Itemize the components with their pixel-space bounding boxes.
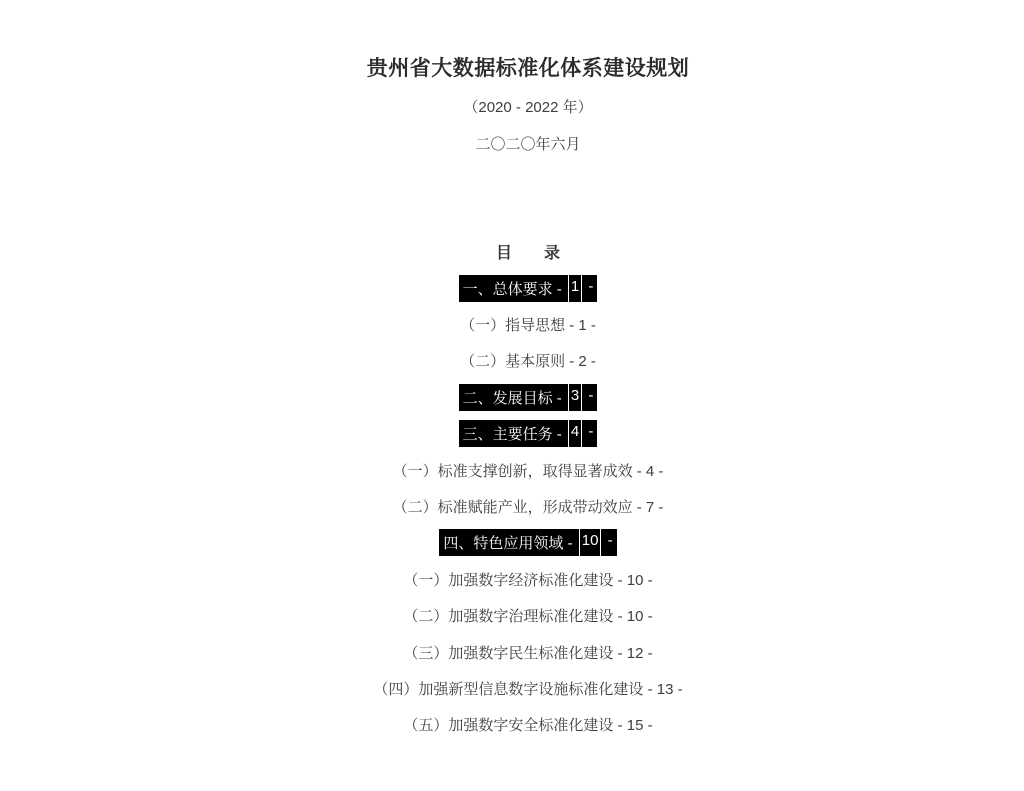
toc-entry-separator: - [613,608,627,626]
toc-entry-label: （一）指导思想 [460,317,566,335]
toc-entry-page: 10 [581,532,599,550]
toc-entry-separator: - [565,353,579,371]
toc-entry[interactable] [32,634,1024,670]
toc-entry-highlighted[interactable] [32,525,1024,561]
toc-entry[interactable] [32,670,1024,706]
toc-entry-label: （五）加强数字安全标准化建设 [403,717,614,735]
toc-entry-tail: - [643,644,653,662]
toc-entry-page: 4 [570,423,580,441]
toc-entry-text [403,642,652,663]
document-title: 贵州省大数据标准化体系建设规划 [366,57,690,80]
toc-entry-label: （二）基本原则 [460,353,566,371]
toc-entry[interactable] [32,561,1024,597]
toc-entry-separator: - [613,644,627,662]
toc-entry-page: 2 [578,353,587,371]
toc-entry-label: （二）标准赋能产业，形成带动效应 [392,499,633,517]
toc-entry-text [403,605,652,626]
toc-entry-label: （二）加强数字治理标准化建设 [403,608,614,626]
toc-entry-label-run [459,275,568,302]
toc-entry-separator: - [552,280,566,298]
toc-entry-label-run [439,529,578,556]
toc-entry-separator: - [613,717,627,735]
toc-entry-tail-run [582,420,597,447]
toc-entry-text [460,350,596,371]
toc-entry-page: 4 [645,462,655,480]
toc-entry-tail-run [601,529,616,556]
toc-entry-tail: - [584,277,594,295]
selection-highlight [459,275,598,302]
toc-entry-page: 3 [570,386,580,404]
toc-entry-text [393,460,664,481]
toc-entry-label: （一）加强数字经济标准化建设 [403,571,614,589]
toc-entry-page: 1 [578,317,587,335]
toc-entry-text [373,678,682,699]
toc-entry-tail: - [673,680,683,698]
toc-list [32,270,1024,743]
toc-entry-page: 1 [570,277,580,295]
toc-entry-tail: - [586,353,596,371]
toc-entry-highlighted[interactable] [32,379,1024,415]
toc-entry-page: 12 [626,644,644,662]
toc-entry-text [403,714,652,735]
toc-entry-page: 13 [656,680,674,698]
toc-entry[interactable] [32,488,1024,524]
toc-entry-separator: - [613,571,627,589]
toc-entry-separator: - [552,389,566,407]
toc-entry-text [460,314,596,335]
toc-entry-label: （四）加强新型信息数字设施标准化建设 [373,680,644,698]
toc-entry-label: （三）加强数字民生标准化建设 [403,644,614,662]
toc-entry-label: 一、总体要求 [462,280,553,298]
document-date: 二〇二〇年六月 [475,136,581,153]
toc-entry-separator: - [632,499,646,517]
toc-entry-highlighted[interactable] [32,270,1024,306]
toc-entry-text [393,496,664,517]
toc-entry[interactable] [32,306,1024,342]
toc-entry-tail: - [643,571,653,589]
toc-entry[interactable] [32,343,1024,379]
toc-entry-tail-run [582,275,597,302]
selection-highlight [459,384,598,411]
toc-entry-separator: - [552,426,566,444]
toc-entry-label: （一）标准支撑创新，取得显著成效 [392,462,633,480]
toc-entry-highlighted[interactable] [32,416,1024,452]
toc-entry-tail: - [584,386,594,404]
toc-entry-page-run [569,420,581,447]
toc-entry-tail: - [603,532,613,550]
toc-entry-page-run [580,529,601,556]
toc-entry-page-run [569,275,581,302]
toc-entry-separator: - [632,462,646,480]
toc-entry-page: 10 [626,608,644,626]
toc-entry-tail: - [643,717,653,735]
toc-entry-separator: - [563,535,577,553]
toc-entry-page-run [569,384,581,411]
document-subtitle: （2020 - 2022 年） [463,99,593,116]
toc-entry-label: 二、发展目标 [462,389,553,407]
toc-entry-tail: - [586,317,596,335]
toc-entry-page: 15 [626,717,644,735]
toc-entry[interactable] [32,452,1024,488]
toc-entry-tail: - [584,423,594,441]
toc-entry-page: 10 [626,571,644,589]
toc-entry-label-run [459,420,568,447]
toc-heading: 目 录 [495,245,560,262]
toc-entry-separator: - [565,317,579,335]
toc-entry-label-run [459,384,568,411]
toc-entry-label: 四、特色应用领域 [443,535,564,553]
selection-highlight [439,529,616,556]
toc-entry-tail: - [654,499,664,517]
selection-highlight [459,420,598,447]
toc-entry[interactable] [32,598,1024,634]
toc-entry-page: 7 [645,499,655,517]
toc-entry-separator: - [643,680,657,698]
toc-entry[interactable] [32,707,1024,743]
toc-entry-label: 三、主要任务 [462,426,553,444]
toc-entry-tail-run [582,384,597,411]
toc-entry-text [403,569,652,590]
toc-entry-tail: - [654,462,664,480]
toc-entry-tail: - [643,608,653,626]
